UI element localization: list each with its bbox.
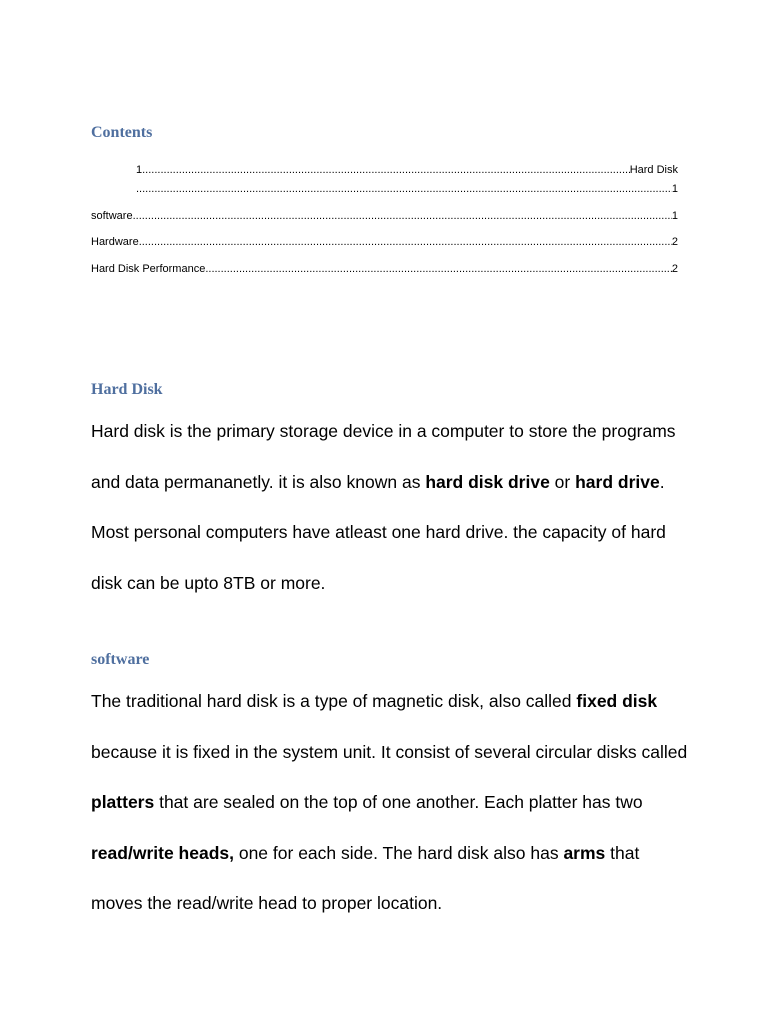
- toc-entry-hard-disk-page-line[interactable]: [136, 182, 678, 196]
- toc-leader-dots: [136, 182, 672, 196]
- toc-leader-dots: [139, 235, 672, 249]
- text-run: or: [549, 471, 576, 492]
- text-run: The traditional hard disk is a type of magnetic disk, also called: [91, 691, 577, 711]
- toc-leader-dots: [142, 163, 630, 177]
- section-heading-software: software: [91, 651, 150, 668]
- toc-entry-software[interactable]: [91, 209, 678, 223]
- toc-leader-dots: [205, 262, 672, 276]
- toc-entry-label: Hardware: [91, 236, 139, 248]
- bold-term: hard disk drive: [425, 471, 550, 492]
- bold-term: hard drive: [575, 471, 660, 492]
- bold-term: fixed disk: [576, 691, 658, 711]
- toc-entry-hardware[interactable]: [91, 235, 678, 249]
- toc-entry-page: 1: [671, 183, 678, 195]
- toc-entry-label: software: [91, 210, 133, 222]
- toc-entry-page: 2: [671, 236, 678, 248]
- text-run: one for each side. The hard disk also has: [233, 842, 564, 863]
- toc-entry-hard-disk-performance[interactable]: [91, 262, 678, 276]
- section-paragraph-software: [91, 676, 691, 929]
- toc-entry-page: 1: [671, 210, 678, 222]
- bold-term: read/write heads,: [91, 842, 234, 863]
- toc-entry-label: Hard Disk: [629, 164, 678, 176]
- toc-entry-hard-disk[interactable]: [136, 163, 678, 177]
- toc-entry-page: 2: [671, 263, 678, 275]
- bold-term: arms: [563, 842, 606, 863]
- text-run: because it is fixed in the system unit. It consist of several circular disks called: [91, 741, 688, 762]
- toc-title: Contents: [91, 124, 153, 141]
- text-run: that moves the read/write head to proper location.: [91, 842, 640, 913]
- text-run: that are sealed on the top of one another. Each platter has two: [154, 792, 643, 812]
- section-paragraph-hard-disk: [91, 406, 691, 608]
- text-run: . Most personal computers have atleast one hard drive. the capacity of hard disk can be upto 8TB or more.: [91, 471, 666, 593]
- section-heading-hard-disk: Hard Disk: [91, 381, 163, 398]
- toc-entry-number: 1: [136, 164, 143, 176]
- toc-entry-label: Hard Disk Performance: [91, 263, 206, 275]
- bold-term: platters: [91, 792, 155, 812]
- toc-leader-dots: [133, 209, 672, 223]
- text-run: Hard disk is the primary storage device in a computer to store the programs and data permananetly. it is also known as: [91, 421, 676, 492]
